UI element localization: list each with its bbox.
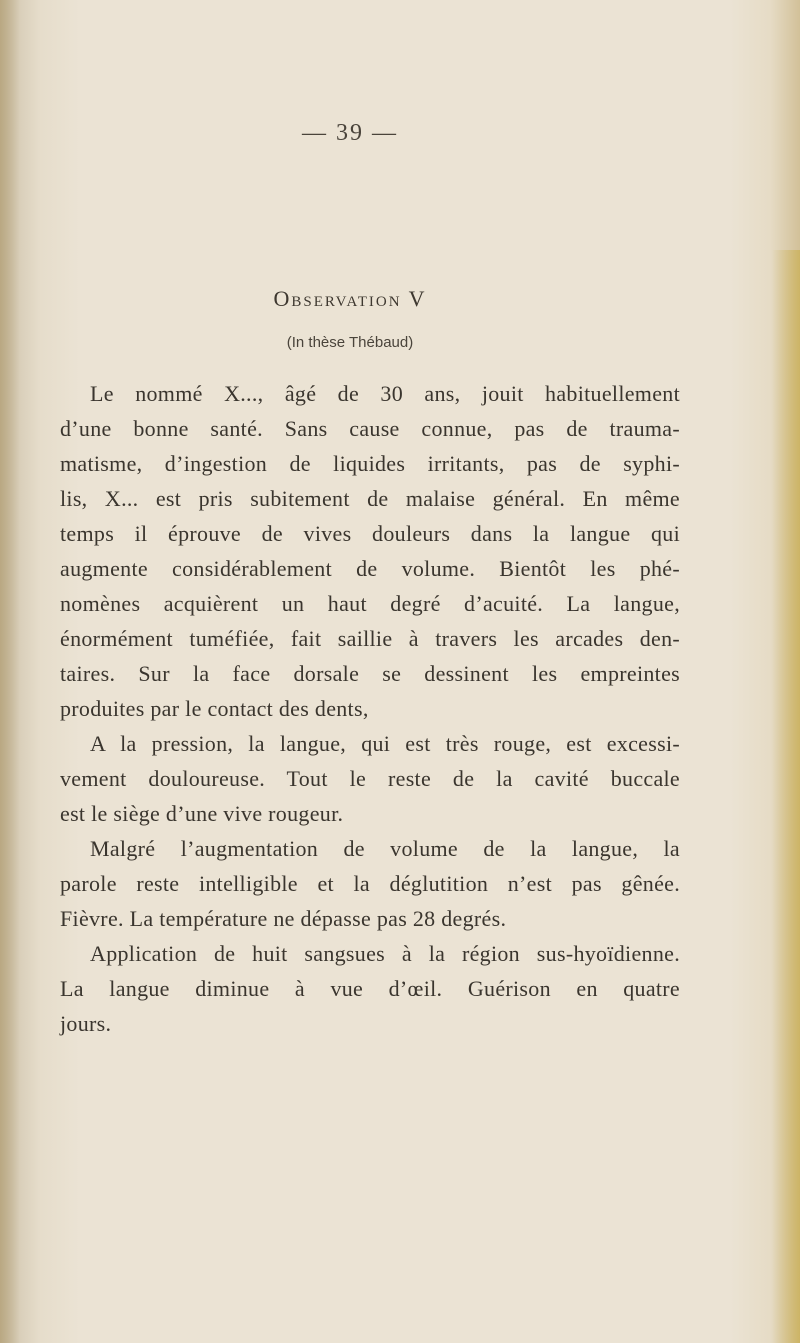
text-line: est le siège d’une vive rougeur. bbox=[60, 801, 344, 826]
source-note: (In thèse Thébaud) bbox=[286, 334, 414, 351]
text-line: parole reste intelligible et la déglutition n’est pas gênée. bbox=[60, 871, 680, 896]
text-line: Malgré l’augmentation de volume de la langue, la bbox=[90, 836, 680, 861]
text-line: Fièvre. La température ne dépasse pas 28 degrés. bbox=[60, 906, 507, 931]
page-number: — 39 — bbox=[302, 120, 398, 146]
text-line: énormément tuméfiée, fait saillie à travers les arcades den- bbox=[60, 626, 680, 651]
right-edge-stain bbox=[772, 250, 800, 1343]
text-line: nomènes acquièrent un haut degré d’acuité. La langue, bbox=[60, 591, 680, 616]
observation-body bbox=[60, 376, 680, 1041]
text-line: temps il éprouve de vives douleurs dans la langue qui bbox=[60, 521, 680, 546]
text-line: La langue diminue à vue d’œil. Guérison en quatre bbox=[60, 976, 680, 1001]
text-line: d’une bonne santé. Sans cause connue, pas de trauma- bbox=[60, 416, 680, 441]
text-line: Application de huit sangsues à la région sus-hyoïdienne. bbox=[90, 941, 680, 966]
text-line: produites par le contact des dents, bbox=[60, 696, 369, 721]
text-line: augmente considérablement de volume. Bientôt les phé- bbox=[60, 556, 680, 581]
text-line: matisme, d’ingestion de liquides irritants, pas de syphi- bbox=[60, 451, 680, 476]
text-line: jours. bbox=[60, 1011, 112, 1036]
text-line: lis, X... est pris subitement de malaise général. En même bbox=[60, 486, 680, 511]
text-line: Le nommé X..., âgé de 30 ans, jouit habituellement bbox=[90, 381, 680, 406]
text-line: A la pression, la langue, qui est très rouge, est excessi- bbox=[90, 731, 680, 756]
text-line: vement douloureuse. Tout le reste de la cavité buccale bbox=[60, 766, 680, 791]
text-line: taires. Sur la face dorsale se dessinent les empreintes bbox=[60, 661, 680, 686]
observation-title: Observation V bbox=[273, 286, 427, 311]
left-edge-shadow bbox=[0, 0, 20, 1343]
